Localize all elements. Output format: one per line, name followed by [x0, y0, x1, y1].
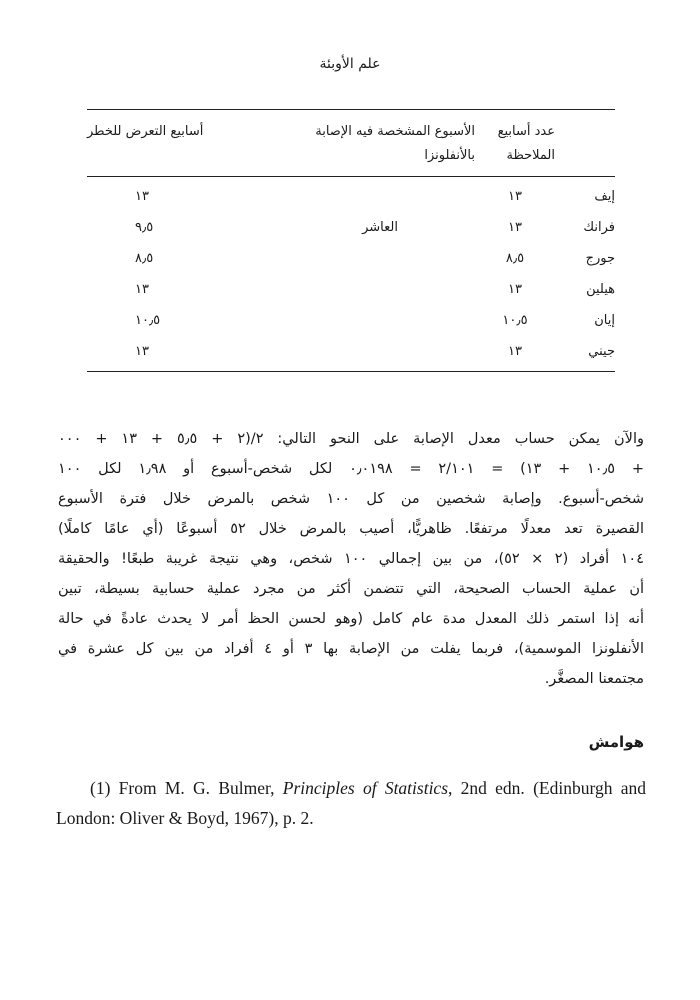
- header-observation-weeks: عدد أسابيع الملاحظة: [497, 124, 555, 163]
- paragraph-line: ١٠٤ أفراد (٢ × ٥٢)، من بين إجمالي ١٠٠ شخص، وهي نتيجة غريبة طبعًا! والحقيقة: [58, 551, 644, 567]
- table-row: [87, 243, 615, 274]
- row-name: جورج: [585, 251, 615, 266]
- paragraph-line: الأنفلونزا الموسمية)، فربما يفلت من الإصابة بها ٣ أو ٤ أفراد من بين كل عشرة في: [58, 641, 644, 657]
- row-observation-weeks: ١٠٫٥: [502, 313, 528, 328]
- row-infection-week: [285, 177, 475, 213]
- paragraph-line: شخص-أسبوع. وإصابة شخصين من كل ١٠٠ شخص بالمرض خلال فترة الأسبوع: [58, 491, 644, 507]
- row-name: هيلين: [586, 282, 615, 297]
- row-exposure-weeks: ١٠٫٥: [135, 313, 161, 328]
- row-observation-weeks: ٨٫٥: [505, 251, 525, 266]
- body-paragraph: [58, 424, 644, 694]
- header-infection-week-line2: بالأنفلونزا: [424, 148, 475, 163]
- row-observation-weeks: ١٣: [508, 189, 522, 204]
- table-row: [87, 177, 615, 213]
- footnote: [56, 773, 646, 833]
- footnote-title: Principles of Statistics: [282, 778, 449, 798]
- footnote-prefix: (1) From M. G. Bulmer,: [90, 778, 283, 798]
- row-name: جيني: [588, 344, 615, 359]
- row-infection-week: [285, 336, 475, 372]
- row-observation-weeks: ١٣: [508, 282, 522, 297]
- row-exposure-weeks: ١٣: [135, 189, 149, 204]
- paragraph-line: أن عملية الحساب الصحيحة، التي تتضمن أكثر من مجرد عملية حسابية بسيطة، تبين: [58, 581, 644, 597]
- paragraph-line: القصيرة تعد معدلًا مرتفعًا. ظاهريًّا، أصيب بالمرض خلال ٥٢ أسبوعًا (أي عامًا كاملًا): [58, 521, 644, 537]
- notes-heading: هوامش: [588, 733, 644, 751]
- row-name: إيان: [594, 313, 615, 328]
- row-exposure-weeks: ١٣: [135, 344, 149, 359]
- table-row: [87, 305, 615, 336]
- table-row: [87, 212, 615, 243]
- row-infection-week: [285, 243, 475, 274]
- footnote-suffix: , 2nd edn. (Edinburgh and London: Oliver & Boyd, 1967), p. 2.: [56, 778, 646, 828]
- paragraph-line: أنه إذا استمر ذلك المعدل مدة عام كامل (وهو لحسن الحظ أمر لا يحدث عادةً في حالة: [58, 611, 644, 627]
- paragraph-line: + ١٠٫٥ + ١٣) = ٢/١٠١ = ٠٫٠١٩٨ لكل شخص-أسبوع أو ١٫٩٨ لكل ١٠٠: [58, 461, 645, 477]
- table-header-row: [87, 110, 615, 177]
- header-infection-week: [285, 110, 475, 177]
- paragraph-line: مجتمعنا المصغَّر.: [544, 671, 644, 687]
- row-observation-weeks: ١٣: [508, 220, 522, 235]
- row-exposure-weeks: ٩٫٥: [135, 220, 154, 235]
- paragraph-line: والآن يمكن حساب معدل الإصابة على النحو التالي: ٢/(٢ + ٥٫٥ + ١٣ + ٠٠٠: [58, 431, 644, 447]
- header-name-blank: [555, 110, 615, 177]
- table-row: [87, 336, 615, 372]
- row-exposure-weeks: ١٣: [135, 282, 149, 297]
- header-exposure-weeks: أسابيع التعرض للخطر: [87, 124, 204, 139]
- data-table: [87, 109, 615, 372]
- row-exposure-weeks: ٨٫٥: [135, 251, 154, 266]
- row-observation-weeks: ١٣: [508, 344, 522, 359]
- row-name: إيف: [594, 189, 615, 204]
- row-infection-week: [285, 274, 475, 305]
- running-head: علم الأوبئة: [319, 56, 381, 72]
- table-row: [87, 274, 615, 305]
- row-infection-week: العاشر: [362, 220, 398, 235]
- header-infection-week-line1: الأسبوع المشخصة فيه الإصابة: [315, 124, 475, 139]
- row-name: فرانك: [583, 220, 615, 235]
- row-infection-week: [285, 305, 475, 336]
